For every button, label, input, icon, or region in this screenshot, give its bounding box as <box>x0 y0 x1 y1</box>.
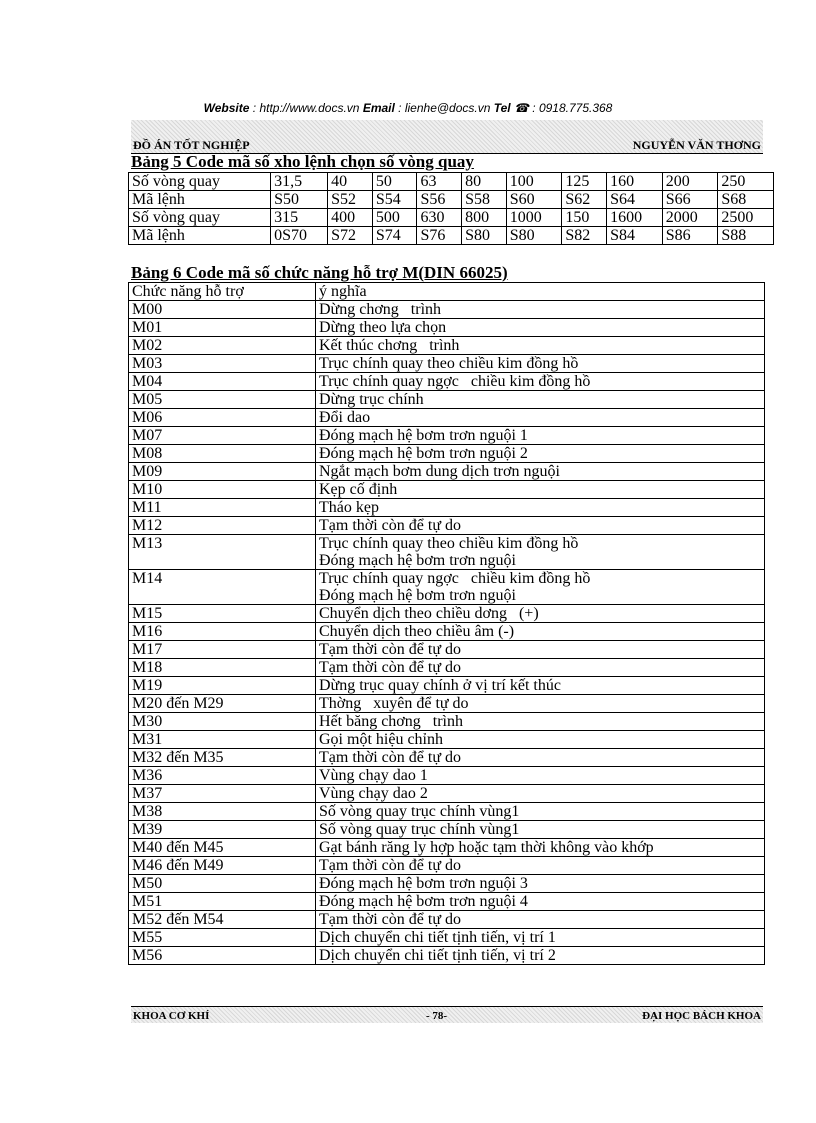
meaning-cell: Vùng chạy dao 1 <box>316 767 765 785</box>
meaning-cell: Kẹp cố định <box>316 481 765 499</box>
table-cell: S88 <box>718 227 774 245</box>
meaning-cell: Số vòng quay trục chính vùng1 <box>316 803 765 821</box>
table-cell: S50 <box>271 191 328 209</box>
meaning-cell: Dừng theo lựa chọn <box>316 319 765 337</box>
email-label: Email <box>362 101 395 115</box>
table-cell: 100 <box>506 173 562 191</box>
email-address[interactable]: : lienhe@docs.vn <box>394 101 494 115</box>
m-code-cell: M32 đến M35 <box>129 749 316 767</box>
table-cell: S86 <box>662 227 718 245</box>
header-right-text: NGUYỄN VĂN THƠNG <box>632 138 761 152</box>
m-code-cell: M15 <box>129 605 316 623</box>
table5-caption: Bảng 5 Code mã số xho lệnh chọn số vòng quay <box>131 152 474 171</box>
table-row <box>129 227 774 245</box>
table-cell: 0S70 <box>271 227 328 245</box>
meaning-cell: Trục chính quay theo chiều kim đồng hồ Đóng mạch hệ bơm trơn nguội <box>316 535 765 570</box>
table-row <box>129 535 765 570</box>
table-row <box>129 623 765 641</box>
table-row <box>129 355 765 373</box>
table-cell: S52 <box>328 191 373 209</box>
table-row <box>129 821 765 839</box>
meaning-cell: Dừng trục chính <box>316 391 765 409</box>
meaning-cell: Tạm thời còn để tự do <box>316 641 765 659</box>
table-row <box>129 713 765 731</box>
header-left-text: ĐỒ ÁN TỐT NGHIỆP <box>133 138 250 152</box>
row-label-cell: Mã lệnh <box>129 227 271 245</box>
table-row <box>129 570 765 605</box>
m-code-cell: M30 <box>129 713 316 731</box>
table-row <box>129 173 774 191</box>
table-cell: 160 <box>607 173 663 191</box>
m-code-cell: M14 <box>129 570 316 605</box>
m-code-cell: M10 <box>129 481 316 499</box>
table-cell: 1600 <box>607 209 663 227</box>
m-code-cell: M39 <box>129 821 316 839</box>
meaning-cell: Trục chính quay ngợc chiều kim đồng hồ <box>316 373 765 391</box>
table-row <box>129 301 765 319</box>
table-row <box>129 481 765 499</box>
meaning-cell: Đóng mạch hệ bơm trơn nguội 1 <box>316 427 765 445</box>
table-row <box>129 391 765 409</box>
table-cell: 630 <box>417 209 462 227</box>
table-row <box>129 749 765 767</box>
m-code-cell: M01 <box>129 319 316 337</box>
m-code-cell: M40 đến M45 <box>129 839 316 857</box>
website-label: Website <box>203 101 250 115</box>
m-code-cell: M56 <box>129 947 316 965</box>
table-row <box>129 893 765 911</box>
table-cell: 200 <box>662 173 718 191</box>
meaning-cell: Gạt bánh răng ly hợp hoặc tạm thời không vào khớp <box>316 839 765 857</box>
m-code-cell: M50 <box>129 875 316 893</box>
row-label-cell: Số vòng quay <box>129 209 271 227</box>
footer-left-text: KHOA CƠ KHÍ <box>133 1010 210 1022</box>
tel-label: Tel <box>493 101 511 115</box>
table-cell: S56 <box>417 191 462 209</box>
m-code-cell: M08 <box>129 445 316 463</box>
meaning-cell: Tạm thời còn để tự do <box>316 659 765 677</box>
table-cell: S62 <box>562 191 607 209</box>
table-cell: S54 <box>372 191 417 209</box>
m-code-cell: M19 <box>129 677 316 695</box>
m-code-cell: M37 <box>129 785 316 803</box>
website-url[interactable]: : http://www.docs.vn <box>249 101 363 115</box>
m-code-cell: M07 <box>129 427 316 445</box>
table-cell: 63 <box>417 173 462 191</box>
m-code-cell: M06 <box>129 409 316 427</box>
table-cell: 31,5 <box>271 173 328 191</box>
table-cell: 150 <box>562 209 607 227</box>
m-code-cell: M09 <box>129 463 316 481</box>
table-cell: 400 <box>328 209 373 227</box>
row-label-cell: Mã lệnh <box>129 191 271 209</box>
column-header-function: Chức năng hỗ trợ <box>129 283 316 301</box>
table-cell: S80 <box>462 227 507 245</box>
table-row <box>129 659 765 677</box>
page-header <box>131 120 763 153</box>
meaning-cell: Thờng xuyên để tự do <box>316 695 765 713</box>
table-row <box>129 605 765 623</box>
table-cell: S58 <box>462 191 507 209</box>
meaning-cell: Kết thúc chơng trình <box>316 337 765 355</box>
meaning-cell: Ngắt mạch bơm dung dịch trơn nguội <box>316 463 765 481</box>
table-cell: 800 <box>462 209 507 227</box>
m-code-cell: M05 <box>129 391 316 409</box>
table-cell: 500 <box>372 209 417 227</box>
table-row <box>129 875 765 893</box>
table-row <box>129 499 765 517</box>
table-cell: 1000 <box>506 209 562 227</box>
table6-caption: Bảng 6 Code mã số chức năng hỗ trợ M(DIN 66025) <box>131 263 508 282</box>
m-code-cell: M11 <box>129 499 316 517</box>
m-code-cell: M18 <box>129 659 316 677</box>
table-row <box>129 839 765 857</box>
table-row <box>129 191 774 209</box>
table-cell: S60 <box>506 191 562 209</box>
m-code-cell: M13 <box>129 535 316 570</box>
meaning-cell: Dừng trục quay chính ở vị trí kết thúc <box>316 677 765 695</box>
table-row <box>129 517 765 535</box>
table-row <box>129 427 765 445</box>
m-code-cell: M12 <box>129 517 316 535</box>
table-row <box>129 929 765 947</box>
table-cell: 80 <box>462 173 507 191</box>
m-code-cell: M02 <box>129 337 316 355</box>
table-cell: S84 <box>607 227 663 245</box>
table-row <box>129 409 765 427</box>
meaning-cell: Đổi dao <box>316 409 765 427</box>
meaning-cell: Dịch chuyển chi tiết tịnh tiến, vị trí 1 <box>316 929 765 947</box>
table-cell: 250 <box>718 173 774 191</box>
meaning-cell: Đóng mạch hệ bơm trơn nguội 2 <box>316 445 765 463</box>
table-cell: S64 <box>607 191 663 209</box>
table-row <box>129 641 765 659</box>
column-header-meaning: ý nghĩa <box>316 283 765 301</box>
m-code-cell: M46 đến M49 <box>129 857 316 875</box>
m-code-cell: M52 đến M54 <box>129 911 316 929</box>
meaning-cell: Tháo kẹp <box>316 499 765 517</box>
table-row <box>129 767 765 785</box>
meaning-cell: Chuyển dịch theo chiều âm (-) <box>316 623 765 641</box>
row-label-cell: Số vòng quay <box>129 173 271 191</box>
meaning-cell: Tạm thời còn để tự do <box>316 857 765 875</box>
m-code-cell: M51 <box>129 893 316 911</box>
m-code-cell: M36 <box>129 767 316 785</box>
footer-right-text: ĐẠI HỌC BÁCH KHOA <box>642 1010 761 1022</box>
table-row <box>129 445 765 463</box>
table-row <box>129 857 765 875</box>
table-cell: S68 <box>718 191 774 209</box>
table-cell: S74 <box>372 227 417 245</box>
m-code-cell: M38 <box>129 803 316 821</box>
m-code-cell: M16 <box>129 623 316 641</box>
table-row <box>129 209 774 227</box>
m-code-cell: M20 đến M29 <box>129 695 316 713</box>
meaning-cell: Tạm thời còn để tự do <box>316 517 765 535</box>
m-code-table <box>128 282 765 965</box>
meaning-cell: Tạm thời còn để tự do <box>316 911 765 929</box>
table-row <box>129 785 765 803</box>
meaning-cell: Trục chính quay theo chiều kim đồng hồ <box>316 355 765 373</box>
table-cell: 125 <box>562 173 607 191</box>
table-row <box>129 911 765 929</box>
table-header-row <box>129 283 765 301</box>
table-row <box>129 337 765 355</box>
table-cell: 50 <box>372 173 417 191</box>
meaning-cell: Hết băng chơng trình <box>316 713 765 731</box>
table-cell: 2000 <box>662 209 718 227</box>
meaning-cell: Chuyển dịch theo chiều dơng (+) <box>316 605 765 623</box>
website-line <box>0 101 816 115</box>
table-cell: S76 <box>417 227 462 245</box>
table-cell: 40 <box>328 173 373 191</box>
table-cell: S82 <box>562 227 607 245</box>
table-cell: S66 <box>662 191 718 209</box>
m-code-cell: M31 <box>129 731 316 749</box>
meaning-cell: Tạm thời còn để tự do <box>316 749 765 767</box>
meaning-cell: Vùng chạy dao 2 <box>316 785 765 803</box>
m-code-cell: M55 <box>129 929 316 947</box>
table-row <box>129 803 765 821</box>
meaning-cell: Số vòng quay trục chính vùng1 <box>316 821 765 839</box>
meaning-cell: Dịch chuyển chi tiết tịnh tiến, vị trí 2 <box>316 947 765 965</box>
page-number: - 78- <box>426 1010 448 1022</box>
table-row <box>129 677 765 695</box>
meaning-cell: Gọi một hiệu chỉnh <box>316 731 765 749</box>
table-cell: 315 <box>271 209 328 227</box>
spindle-speed-table <box>128 172 774 245</box>
m-code-cell: M00 <box>129 301 316 319</box>
table-row <box>129 947 765 965</box>
table-row <box>129 319 765 337</box>
table-cell: S80 <box>506 227 562 245</box>
m-code-cell: M03 <box>129 355 316 373</box>
meaning-cell: Đóng mạch hệ bơm trơn nguội 3 <box>316 875 765 893</box>
table-row <box>129 731 765 749</box>
table-cell: S72 <box>328 227 373 245</box>
m-code-cell: M17 <box>129 641 316 659</box>
meaning-cell: Đóng mạch hệ bơm trơn nguội 4 <box>316 893 765 911</box>
meaning-cell: Trục chính quay ngợc chiều kim đồng hồ Đóng mạch hệ bơm trơn nguội <box>316 570 765 605</box>
phone-number: ☎ : 0918.775.368 <box>510 101 613 115</box>
table-cell: 2500 <box>718 209 774 227</box>
table-row <box>129 695 765 713</box>
table-row <box>129 463 765 481</box>
m-code-cell: M04 <box>129 373 316 391</box>
meaning-cell: Dừng chơng trình <box>316 301 765 319</box>
page-footer <box>131 1006 763 1023</box>
table-row <box>129 373 765 391</box>
